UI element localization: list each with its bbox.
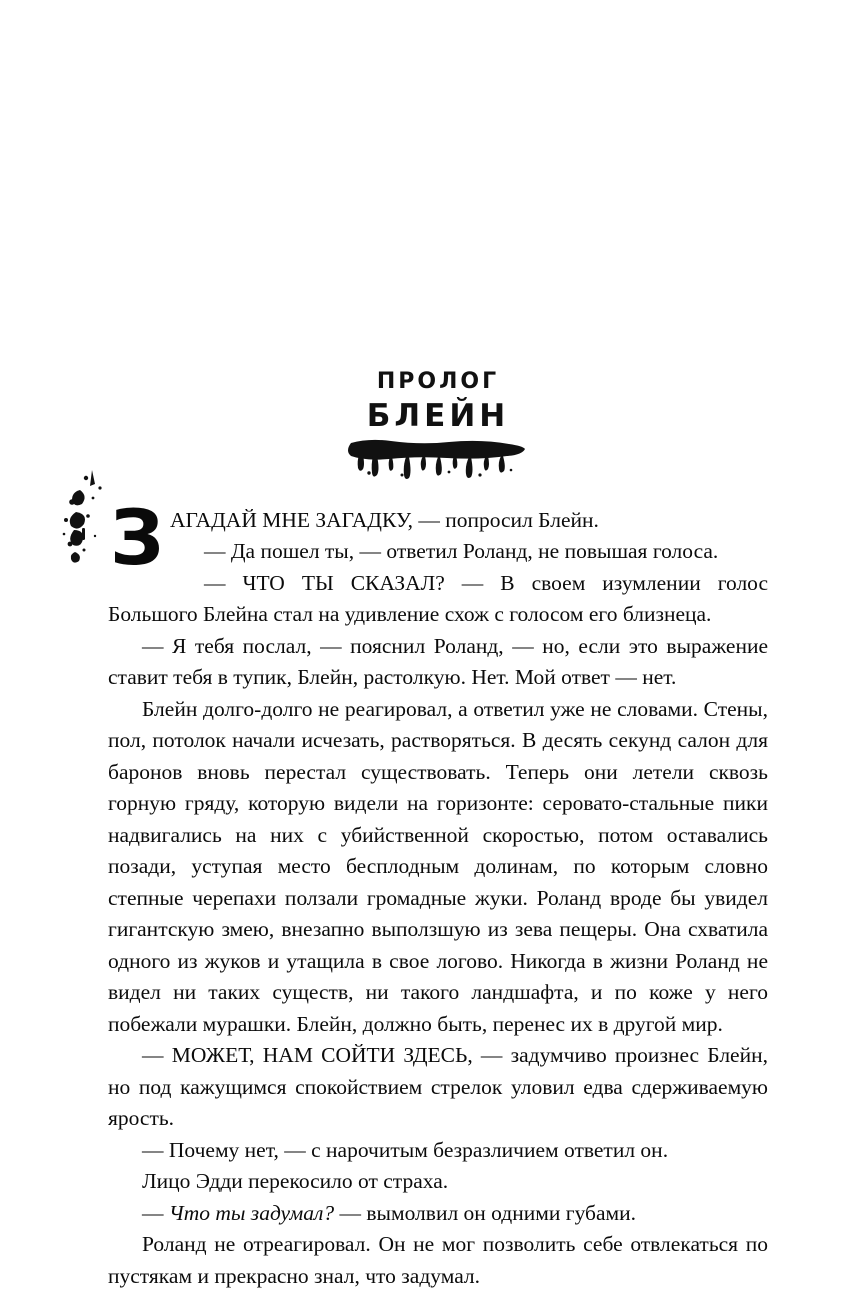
quote-prefix: — [142, 1200, 169, 1225]
paragraph: — Да пошел ты, — ответил Роланд, не повышая голоса. [204, 539, 719, 564]
paragraph: Блейн долго-долго не реагировал, а ответил уже не словами. Стены, пол, потолок начали исчезать, растворяться. В десять секунд салон для баронов вновь перестал существовать. Теперь они летели сквозь горную гряду, которую видели на горизонте: серовато-стальные пики надвигались на них с убийственной скоростью, потом оставались позади, уступая место бесплодным долинам, по которым словно степные черепахи ползали громадные жуки. Роланд вроде бы увидел гигантскую змею, внезапно выползшую из зева пещеры. Она схватила одного из жуков и утащила в свое логово. Никогда в жизни Роланд не видел ни таких существ, ни такого ландшафта, и по коже у него побежали мурашки. Блейн, должно быть, перенес их в другой мир. [108, 696, 768, 1036]
paragraph: — МОЖЕТ, НАМ СОЙТИ ЗДЕСЬ, — задумчиво произнес Блейн, но под кажущимся спокойствием стрелок уловил едва сдерживаемую ярость. [108, 1043, 768, 1131]
lead-smallcaps: АГАДАЙ МНЕ ЗАГАДКУ, [170, 507, 413, 532]
paragraph: — Почему нет, — с нарочитым безразличием ответил он. [142, 1137, 669, 1162]
quote-suffix: — вымолвил он одними губами. [334, 1200, 637, 1225]
paragraph-italic-quote [108, 1198, 768, 1230]
drop-cap: З [110, 492, 164, 582]
chapter-kicker: ПРОЛОГ [376, 369, 500, 394]
page-content [108, 370, 768, 1292]
paragraph: — Я тебя послал, — пояснил Роланд, — но, если это выражение ставит тебя в тупик, Блейн, растолкую. Нет. Мой ответ — нет. [108, 633, 768, 690]
body-text [108, 492, 768, 1293]
chapter-heading [108, 370, 768, 479]
paragraph: Роланд не отреагировал. Он не мог позволить себе отвлекаться по пустякам и прекрасно знал, что задумал. [108, 1232, 768, 1288]
ink-drip-ornament-icon [343, 437, 533, 479]
paragraph-text: — попросил Блейн. [412, 507, 599, 532]
chapter-title: БЛЕЙН [366, 398, 510, 435]
paragraph: Лицо Эдди перекосило от страха. [142, 1169, 449, 1194]
paragraph: — ЧТО ТЫ СКАЗАЛ? — В своем изумлении голос Большого Блейна стал на удивление схож с голосом его близнеца. [108, 570, 768, 627]
quote-italic: Что ты задумал? [168, 1200, 335, 1225]
